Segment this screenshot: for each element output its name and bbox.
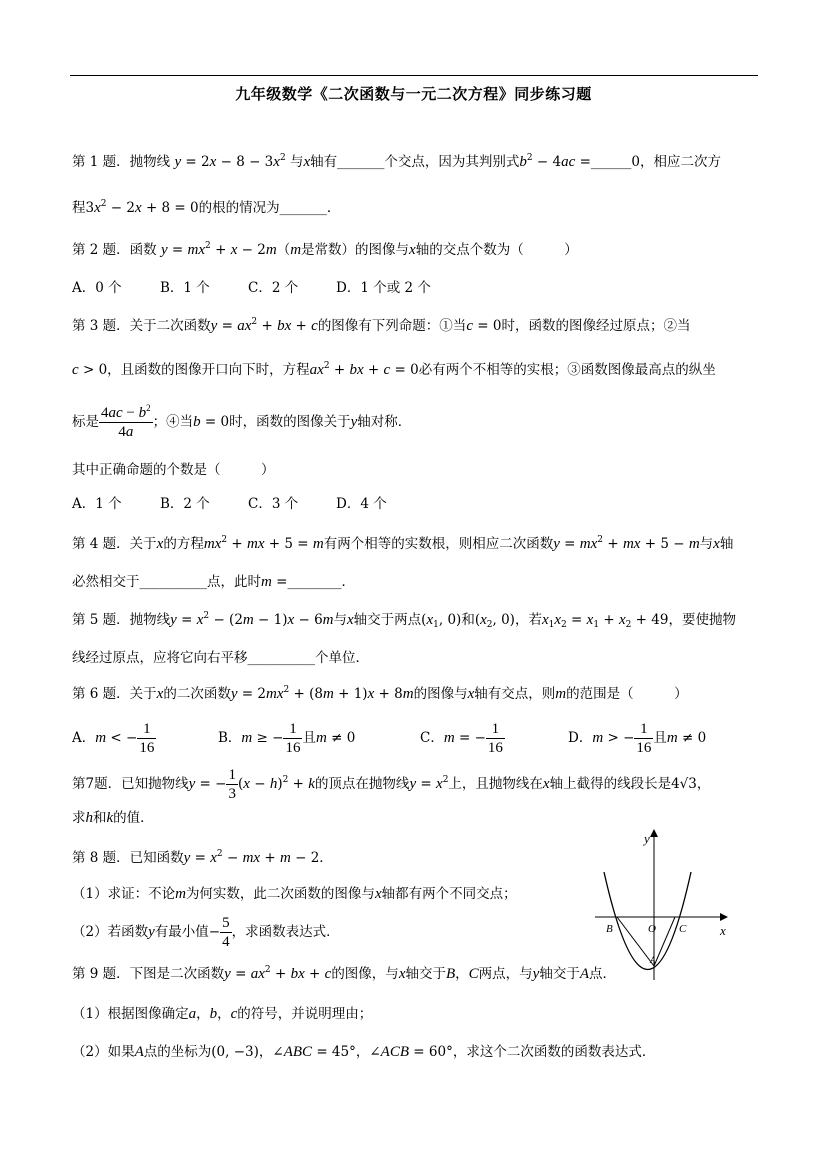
q3-option-d: D．4 个 bbox=[336, 496, 387, 512]
q8-line-1: 第 8 题．已知函数$y = x^2$ − mx + m − 2． bbox=[72, 849, 333, 866]
q3-line-4: 其中正确命题的个数是（ ） bbox=[72, 462, 275, 478]
q6-option-c: C．m = − $\frac{1}{16}$ bbox=[420, 721, 503, 756]
q7-line-2: 求h和k的值． bbox=[72, 810, 154, 826]
q4-line-1: 第 4 题．关于x的方程$mx^2$ + mx + 5 = m有两个相等的实数根，则相应二次函数$y = mx^2$ + mx + 5 − m与x轴 bbox=[72, 535, 734, 552]
y-axis-label: y bbox=[644, 831, 650, 846]
q2-option-a: A．0 个 bbox=[72, 280, 122, 296]
page-title: 九年级数学《二次函数与一元二次方程》同步练习题 bbox=[235, 85, 592, 103]
q8-sub-2: （2）若函数y有最小值− $\frac{5}{4}$ ，求函数表达式． bbox=[72, 915, 340, 950]
q2-option-b: B．1 个 bbox=[160, 280, 210, 296]
q1-line-1: 第 1 题．抛物线 $y = 2x - 8 - 3x^2$ 与x轴有_______个交点，因为其判别式$b^2 - 4ac$ =______0，相应二次方 bbox=[72, 153, 721, 170]
q5-line-1: 第 5 题．抛物线$y = x^2 - (2m - 1)x - 6m$与x轴交于两点($x_1$, 0)和($x_2$, 0)，若$x_1x_2 = x_1 + x_2 + 49$，要使抛物 bbox=[72, 611, 736, 630]
q5-line-2: 线经过原点，应将它向右平移__________个单位． bbox=[72, 650, 369, 666]
q6-option-a: A．m < − $\frac{1}{16}$ bbox=[72, 721, 155, 756]
q3-option-a: A．1 个 bbox=[72, 496, 122, 512]
q9-line-1: 第 9 题．下图是二次函数$y = ax^2$ + bx + c的图像，与x轴交于B，C两点，与y轴交于A点． bbox=[72, 965, 617, 982]
q3-line-1: 第 3 题．关于二次函数$y = ax^2$ + bx + c的图像有下列命题：①当c = 0时，函数的图像经过原点；②当 bbox=[72, 317, 691, 334]
q6-option-d: D．m > − $\frac{1}{16}$ 且m ≠ 0 bbox=[568, 721, 707, 756]
vertex-ordinate-fraction: $\frac{4ac - b^2}{4a}$ bbox=[101, 403, 151, 440]
point-a-label: A bbox=[650, 955, 656, 965]
q6-line-1: 第 6 题．关于x的二次函数$y = 2mx^2 + (8m + 1)x + 8m$的图像与x轴有交点，则m的范围是（ ） bbox=[72, 685, 688, 702]
point-c-label: C bbox=[679, 923, 687, 935]
q1-line-2: 程$3x^2 - 2x + 8 = 0$的根的情况为_______． bbox=[72, 199, 341, 216]
q2-option-d: D．1 个或 2 个 bbox=[336, 280, 431, 296]
q8-sub-1: （1）求证：不论m为何实数，此二次函数的图像与x轴都有两个不同交点； bbox=[72, 886, 517, 902]
q3-option-b: B．2 个 bbox=[160, 496, 210, 512]
q7-line-1: 第7题．已知抛物线y = − $\frac{1}{3}$ $(x - h)^2 + k$的顶点在抛物线$y = x^2$上，且抛物线在x轴上截得的线段长是4√3， bbox=[72, 767, 711, 802]
segment-ac bbox=[654, 917, 675, 966]
header-rule bbox=[70, 75, 758, 76]
parabola-curve bbox=[604, 872, 691, 970]
q3-line-2: c > 0，且函数的图像开口向下时，方程$ax^2$ + bx + c = 0必有两个不相等的实根；③函数图像最高点的纵坐 bbox=[72, 361, 716, 378]
q2-line-1: 第 2 题．函数 $y = mx^2 + x - 2m(m$是常数）的图像与x轴的交点个数为（ ） bbox=[72, 241, 578, 258]
q3-option-c: C．3 个 bbox=[248, 496, 299, 512]
q3-line-3: 标是 $\frac{4ac - b^2}{4a}$ ；④当b = 0时，函数的图像关于y轴对称． bbox=[72, 403, 412, 440]
q2-option-c: C．2 个 bbox=[248, 280, 299, 296]
q6-option-b: B．m ≥ − $\frac{1}{16}$ 且m ≠ 0 bbox=[218, 721, 356, 756]
q9-sub-2: （2）如果A点的坐标为(0, −3)，∠ABC = 45°，∠ACB = 60°，求这个二次函数的函数表达式． bbox=[72, 1044, 656, 1060]
parabola-graph bbox=[590, 825, 740, 985]
q9-sub-1: （1）根据图像确定a，b，c的符号，并说明理由； bbox=[72, 1006, 373, 1022]
point-b-label: B bbox=[606, 923, 613, 935]
origin-label: O bbox=[648, 923, 656, 935]
x-axis-label: x bbox=[720, 923, 726, 938]
q4-line-2: 必然相交于__________点，此时m =________． bbox=[72, 574, 355, 590]
